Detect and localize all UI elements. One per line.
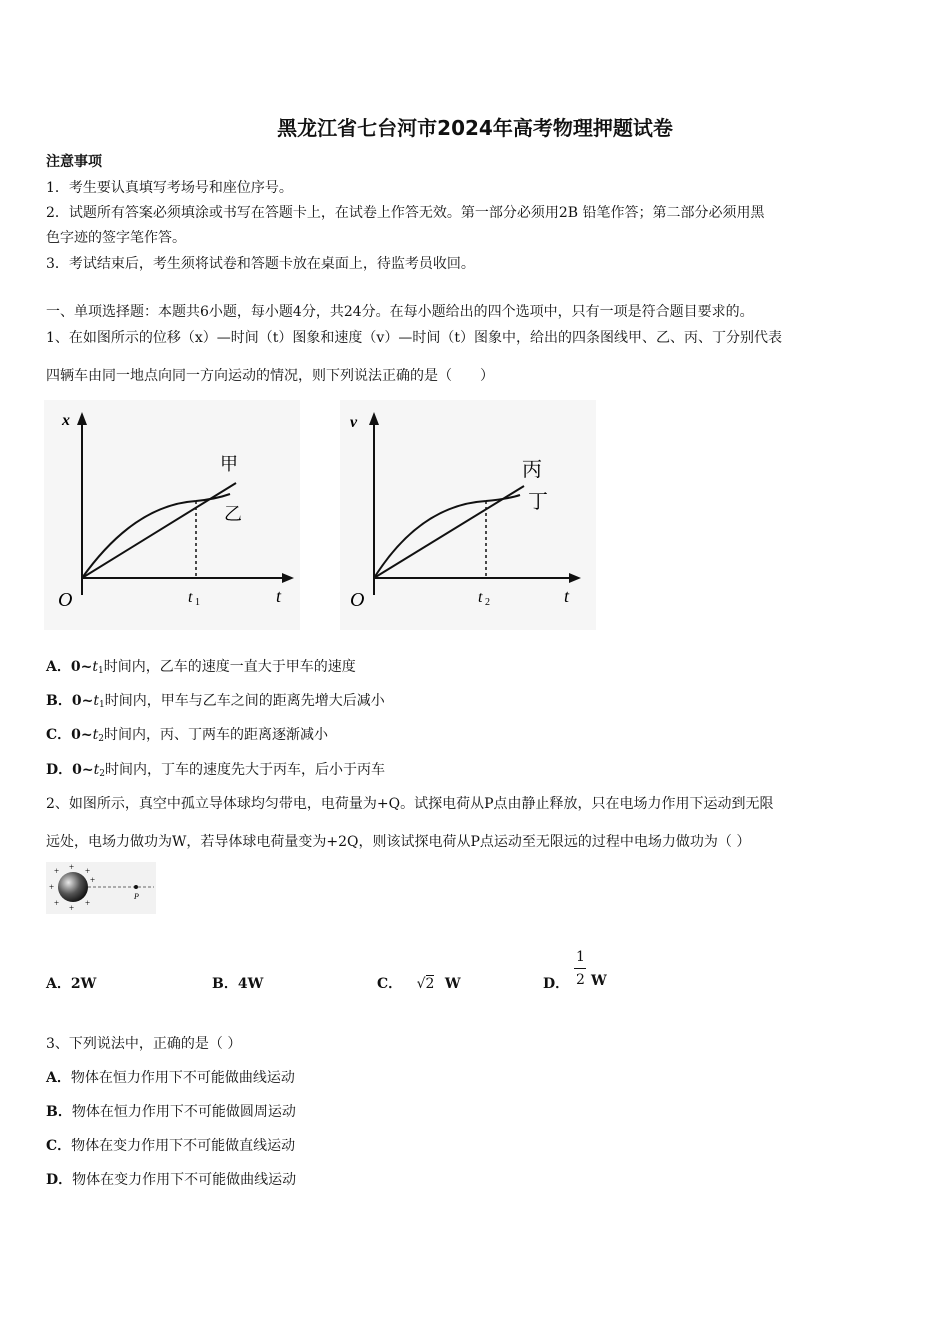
vt-t2-label: t — [478, 589, 483, 606]
svg-text:+: + — [54, 898, 60, 908]
vt-label-ding: 丁 — [528, 491, 548, 513]
q2-stem-line1: 2、如图所示，真空中孤立导体球均匀带电，电荷量为+Q。试探电荷从P点由静止释放，只在电场力作用下运动到无限 — [46, 796, 774, 812]
q1-option-d[interactable]: D．$0\sim t_2$时间内，丁车的速度先大于丙车，后小于丙车 — [46, 762, 385, 779]
q1-option-a[interactable]: A．$0\sim t_1$时间内，乙车的速度一直大于甲车的速度 — [46, 659, 356, 676]
vt-x-label: t — [564, 586, 570, 606]
q3-option-d[interactable]: D．物体在变力作用下不可能做曲线运动 — [46, 1172, 297, 1188]
q2-option-d[interactable]: D． — [543, 976, 570, 992]
q2-option-d-fraction-bar — [574, 968, 586, 969]
section-heading: 一、单项选择题：本题共6小题，每小题4分，共24分。在每小题给出的四个选项中，只有一项是符合题目要求的。 — [46, 304, 754, 320]
vt-t2-sub: 2 — [485, 597, 490, 608]
q1-option-b[interactable]: B．$0\sim t_1$时间内，甲车与乙车之间的距离先增大后减小 — [46, 693, 385, 710]
q2-option-d-numerator: 1 — [576, 949, 585, 965]
q2-option-a[interactable]: A．2W — [46, 976, 97, 992]
xt-graph — [44, 400, 300, 630]
xt-x-label: t — [276, 586, 282, 606]
q1-stem-line1: 1、在如图所示的位移（x）—时间（t）图象和速度（v）—时间（t）图象中，给出的四条图线甲、乙、丙、丁分别代表 — [46, 330, 782, 346]
notice-item-2: 2．试题所有答案必须填涂或书写在答题卡上，在试卷上作答无效。第一部分必须用2B 铅笔作答；第二部分必须用黑 — [46, 205, 765, 221]
q1-option-c[interactable]: C．$0\sim t_2$时间内，丙、丁两车的距离逐渐减小 — [46, 727, 329, 744]
q2-option-b[interactable]: B．4W — [212, 976, 264, 992]
q2-option-d-denominator: 2 — [576, 972, 585, 988]
q2-option-d-unit: W — [591, 973, 607, 989]
q3-option-c[interactable]: C．物体在变力作用下不可能做直线运动 — [46, 1138, 296, 1154]
q3-option-a[interactable]: A．物体在恒力作用下不可能做曲线运动 — [46, 1070, 295, 1086]
notice-item-2-cont: 色字迹的签字笔作答。 — [46, 230, 186, 246]
vt-y-label: v — [350, 414, 358, 431]
xt-label-yi: 乙 — [224, 504, 242, 524]
point-p-label: P — [134, 892, 139, 901]
vt-graph — [340, 400, 596, 630]
q3-stem: 3、下列说法中，正确的是（ ） — [46, 1036, 242, 1052]
point-p — [134, 885, 138, 889]
notice-heading: 注意事项 — [46, 154, 102, 170]
xt-y-label: x — [62, 412, 70, 429]
q2-option-c[interactable]: C． √2 W — [377, 976, 461, 992]
svg-text:+: + — [85, 898, 91, 908]
svg-text:+: + — [90, 875, 96, 885]
q1-stem-line2: 四辆车由同一地点向同一方向运动的情况，则下列说法正确的是（ ） — [46, 368, 494, 384]
q3-option-b[interactable]: B．物体在恒力作用下不可能做圆周运动 — [46, 1104, 296, 1120]
page-title: 黑龙江省七台河市2024年高考物理押题试卷 — [277, 116, 673, 140]
sphere — [58, 872, 88, 902]
vt-label-bing: 丙 — [522, 459, 542, 481]
svg-text:+: + — [49, 882, 55, 892]
notice-item-1: 1．考生要认真填写考场号和座位序号。 — [46, 180, 293, 196]
vt-origin: O — [350, 589, 365, 611]
xt-t1-sub: 1 — [195, 597, 200, 608]
xt-t1-label: t — [188, 589, 193, 606]
svg-text:+: + — [69, 903, 75, 913]
svg-text:+: + — [85, 866, 91, 876]
xt-origin: O — [58, 589, 73, 611]
svg-text:+: + — [69, 862, 75, 872]
q2-stem-line2: 远处，电场力做功为W，若导体球电荷量变为+2Q，则该试探电荷从P点运动至无限远的过程中电场力做功为（ ） — [46, 834, 751, 850]
xt-label-jia: 甲 — [220, 454, 238, 474]
notice-item-3: 3．考试结束后，考生须将试卷和答题卡放在桌面上，待监考员收回。 — [46, 256, 475, 272]
svg-text:+: + — [54, 866, 60, 876]
charged-sphere-figure — [46, 862, 156, 914]
